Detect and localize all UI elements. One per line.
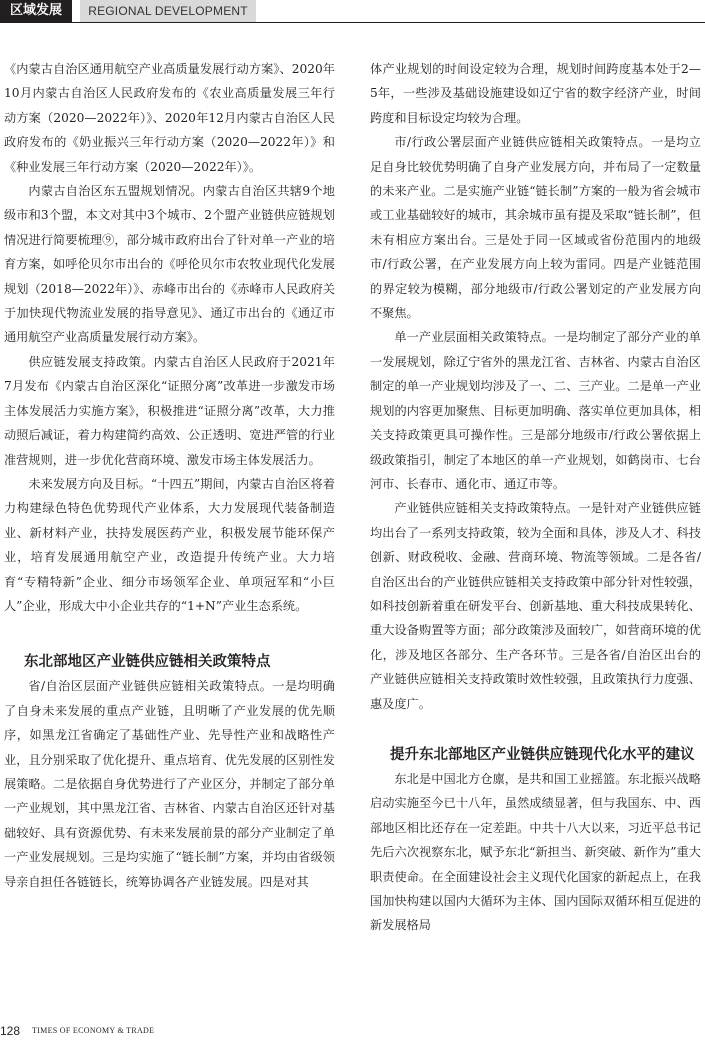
paragraph: 市/行政公署层面产业链供应链相关政策特点。一是均立足自身比较优势明确了自身产业发展方向，并布局了一定数量的未来产业。二是实施产业链“链长制”方案的一般为省会城市或工业基础较好的城市，其余城市虽有提及采取“链长制”，但未有相应方案出台。三是处于同一区域或省份范围内的地级市/行政公署，在产业发展方向上较为雷同。四是产业链范围的界定较为模糊，部分地级市/行政公署划定的产业发展方向不聚焦。 <box>370 135 701 321</box>
paragraph: 未来发展方向及目标。“十四五”期间，内蒙古自治区将着力构建绿色特色优势现代产业体系，大力发展现代装备制造业、新材料产业，扶持发展医药产业，积极发展节能环保产业，培育发展通用航空产业，改造提升传统产业。大力培育“专精特新”企业、细分市场领军企业、单项冠军和“小巨人”企业，形成大中小企业共存的“1+N”产业生态系统。 <box>4 476 335 613</box>
paragraph: 供应链发展支持政策。内蒙古自治区人民政府于2021年7月发布《内蒙古自治区深化“证照分离”改革进一步激发市场主体发展活力实施方案》，积极推进“证照分离”改革，大力推动照后减证，着力构建简约高效、公正透明、宽进严管的行业准营规则，进一步优化营商环境、激发市场主体发展活力。 <box>4 354 335 467</box>
spacer <box>370 716 701 743</box>
paragraph: 产业链供应链相关支持政策特点。一是针对产业链供应链均出台了一系列支持政策，较为全面和具体，涉及人才、科技创新、财政税收、金融、营商环境、物流等领域。二是各省/自治区出台的产业链供应链相关支持政策中部分针对性较强，如科技创新着重在研发平台、创新基地、重大科技成果转化、重大设备购置等方面；部分政策涉及面较广，如营商环境的优化，涉及地区各部分、生产各环节。三是各省/自治区出台的产业链供应链相关支持政策时效性较强，且政策执行力度强、惠及度广。 <box>370 501 701 711</box>
spacer <box>4 618 335 650</box>
journal-name: TIMES OF ECONOMY & TRADE <box>32 1026 155 1035</box>
paragraph: 《内蒙古自治区通用航空产业高质量发展行动方案》、2020年10月内蒙古自治区人民政府发布的《农业高质量发展三年行动方案（2020—2022年）》、2020年12月内蒙古自治区人民政府发布的《奶业振兴三年行动方案（2020—2022年）》和《种业发展三年行动方案（2020—2022年）》。 <box>4 62 335 174</box>
paragraph: 东北是中国北方仓廪，是共和国工业摇篮。东北振兴战略启动实施至今已十八年，虽然成绩显著，但与我国东、中、西部地区相比还存在一定差距。中共十八大以来，习近平总书记先后六次视察东北，赋予东北“新担当、新突破、新作为”重大职责使命。在全面建设社会主义现代化国家的新起点上，在我国加快构建以国内大循环为主体、国内国际双循环相互促进的新发展格局 <box>370 771 701 933</box>
paragraph: 省/自治区层面产业链供应链相关政策特点。一是均明确了自身未来发展的重点产业链，且明晰了产业发展的优先顺序，如黑龙江省确定了基础性产业、先导性产业和战略性产业，且分别采取了优化提升、重点培育、优先发展的区别性发展策略。二是依据自身优势进行了产业区分，并制定了部分单一产业规划，其中黑龙江省、吉林省、内蒙古自治区还针对基础较好、具有资源优势、有未来发展前景的部分产业制定了单一产业发展规划。三是均实施了“链长制”方案，并均由省级领导亲自担任各链链长，统筹协调各产业链发展。四是对其 <box>4 679 335 889</box>
page-header <box>0 0 705 24</box>
section-tag-en: REGIONAL DEVELOPMENT <box>80 0 256 22</box>
paragraph: 内蒙古自治区东五盟规划情况。内蒙古自治区共辖9个地级市和3个盟，本文对其中3个城市、2个盟产业链供应链规划情况进行简要梳理⑨，部分城市政府出台了针对单一产业的培育方案，如呼伦贝尔市出台的《呼伦贝尔市农牧业现代化发展规划（2018—2022年）》、赤峰市出台的《赤峰市人民政府关于加快现代物流业发展的指导意见》、通辽市出台的《通辽市通用航空产业高质量发展行动方案》。 <box>4 184 335 345</box>
header-rule <box>0 22 705 23</box>
page-number: 128 <box>0 1024 21 1038</box>
section-heading: 提升东北部地区产业链供应链现代化水平的建议 <box>390 746 695 763</box>
left-column <box>4 57 335 894</box>
section-tag-cn: 区域发展 <box>0 0 72 22</box>
right-column <box>370 57 701 938</box>
paragraph: 单一产业层面相关政策特点。一是均制定了部分产业的单一发展规划，除辽宁省外的黑龙江省、吉林省、内蒙古自治区制定的单一产业规划均涉及了一、二、三产业。二是单一产业规划的内容更加聚焦、目标更加明确、落实单位更加具体，相关支持政策更具可操作性。三是部分地级市/行政公署依据上级政策指引，制定了本地区的单一产业规划，如鹤岗市、七台河市、长春市、通化市、通辽市等。 <box>370 330 701 491</box>
section-heading: 东北部地区产业链供应链相关政策特点 <box>24 654 271 671</box>
paragraph: 体产业规划的时间设定较为合理，规划时间跨度基本处于2—5年，一些涉及基础设施建设如辽宁省的数字经济产业，时间跨度和目标设定均较为合理。 <box>370 62 701 125</box>
page-footer <box>0 1021 705 1043</box>
